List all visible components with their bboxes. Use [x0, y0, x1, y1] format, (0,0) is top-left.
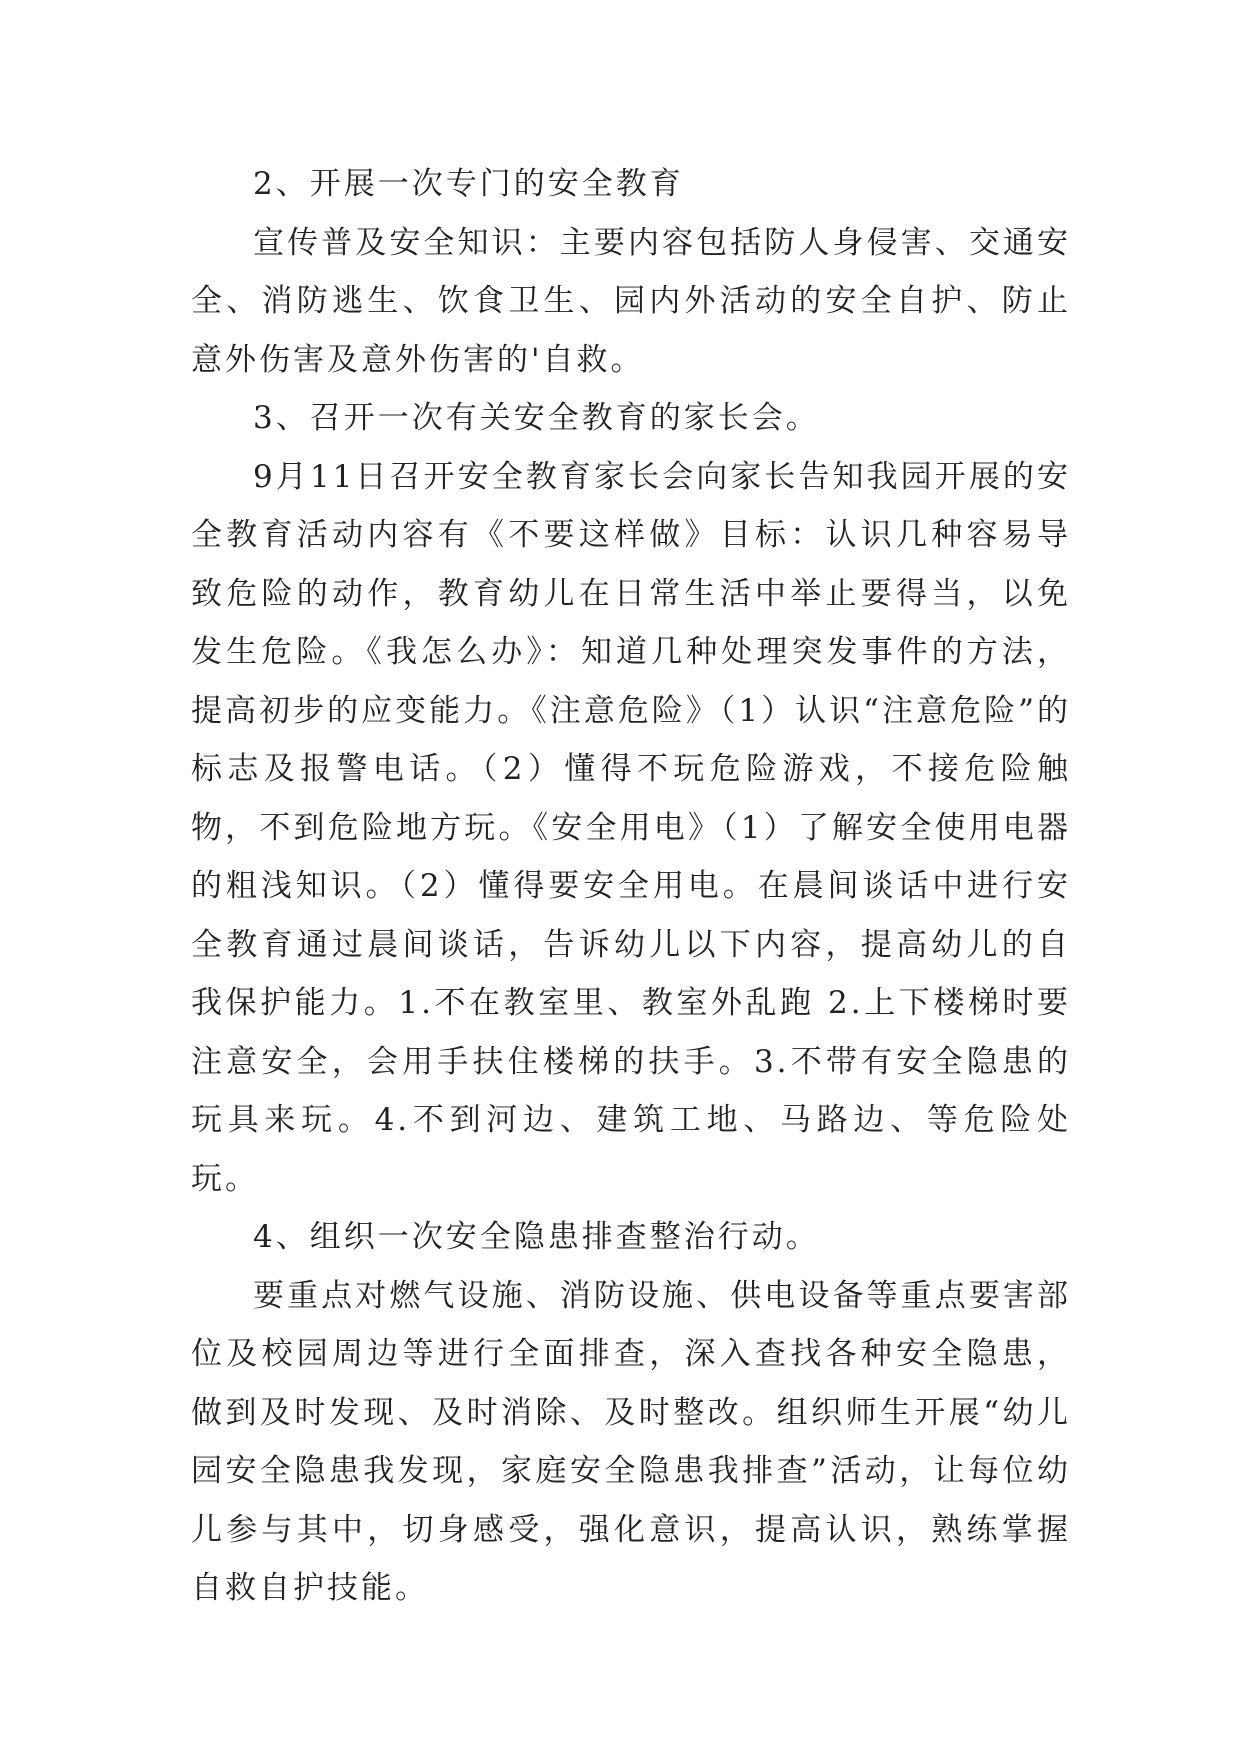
section-heading-4: 4、组织一次安全隐患排查整治行动。 — [253, 1219, 820, 1255]
paragraph-safety-knowledge: 宣传普及安全知识：主要内容包括防人身侵害、交通安全、消防逃生、饮食卫生、园内外活动的安全自护、防止意外伤害及意外伤害的'自救。 — [191, 224, 1071, 378]
paragraph-parent-meeting: 9月11日召开安全教育家长会向家长告知我园开展的安全教育活动内容有《不要这样做》目标：认识几种容易导致危险的动作，教育幼儿在日常生活中举止要得当，以免发生危险。《我怎么办》：知道几种处理突发事件的方法，提高初步的应变能力。《注意危险》（1）认识“注意危险”的标志及报警电话。（2）懂得不玩危险游戏，不接危险触物，不到危险地方玩。《安全用电》（1）了解安全使用电器的粗浅知识。（2）懂得要安全用电。在晨间谈话中进行安全教育通过晨间谈话，告诉幼儿以下内容，提高幼儿的自我保护能力。1.不在教室里、教室外乱跑 2.上下楼梯时要注意安全，会用手扶住楼梯的扶手。3.不带有安全隐患的玩具来玩。4.不到河边、建筑工地、马路边、等危险处玩。 — [191, 458, 1071, 1197]
paragraph-hazard-inspection: 要重点对燃气设施、消防设施、供电设备等重点要害部位及校园周边等进行全面排查，深入查找各种安全隐患，做到及时发现、及时消除、及时整改。组织师生开展“幼儿园安全隐患我发现，家庭安全隐患我排查”活动，让每位幼儿参与其中，切身感受，强化意识，提高认识，熟练掌握自救自护技能。 — [191, 1277, 1071, 1606]
document-body — [191, 155, 1071, 1618]
section-heading-3: 3、召开一次有关安全教育的家长会。 — [253, 400, 820, 436]
section-heading-2: 2、开展一次专门的安全教育 — [253, 166, 684, 202]
